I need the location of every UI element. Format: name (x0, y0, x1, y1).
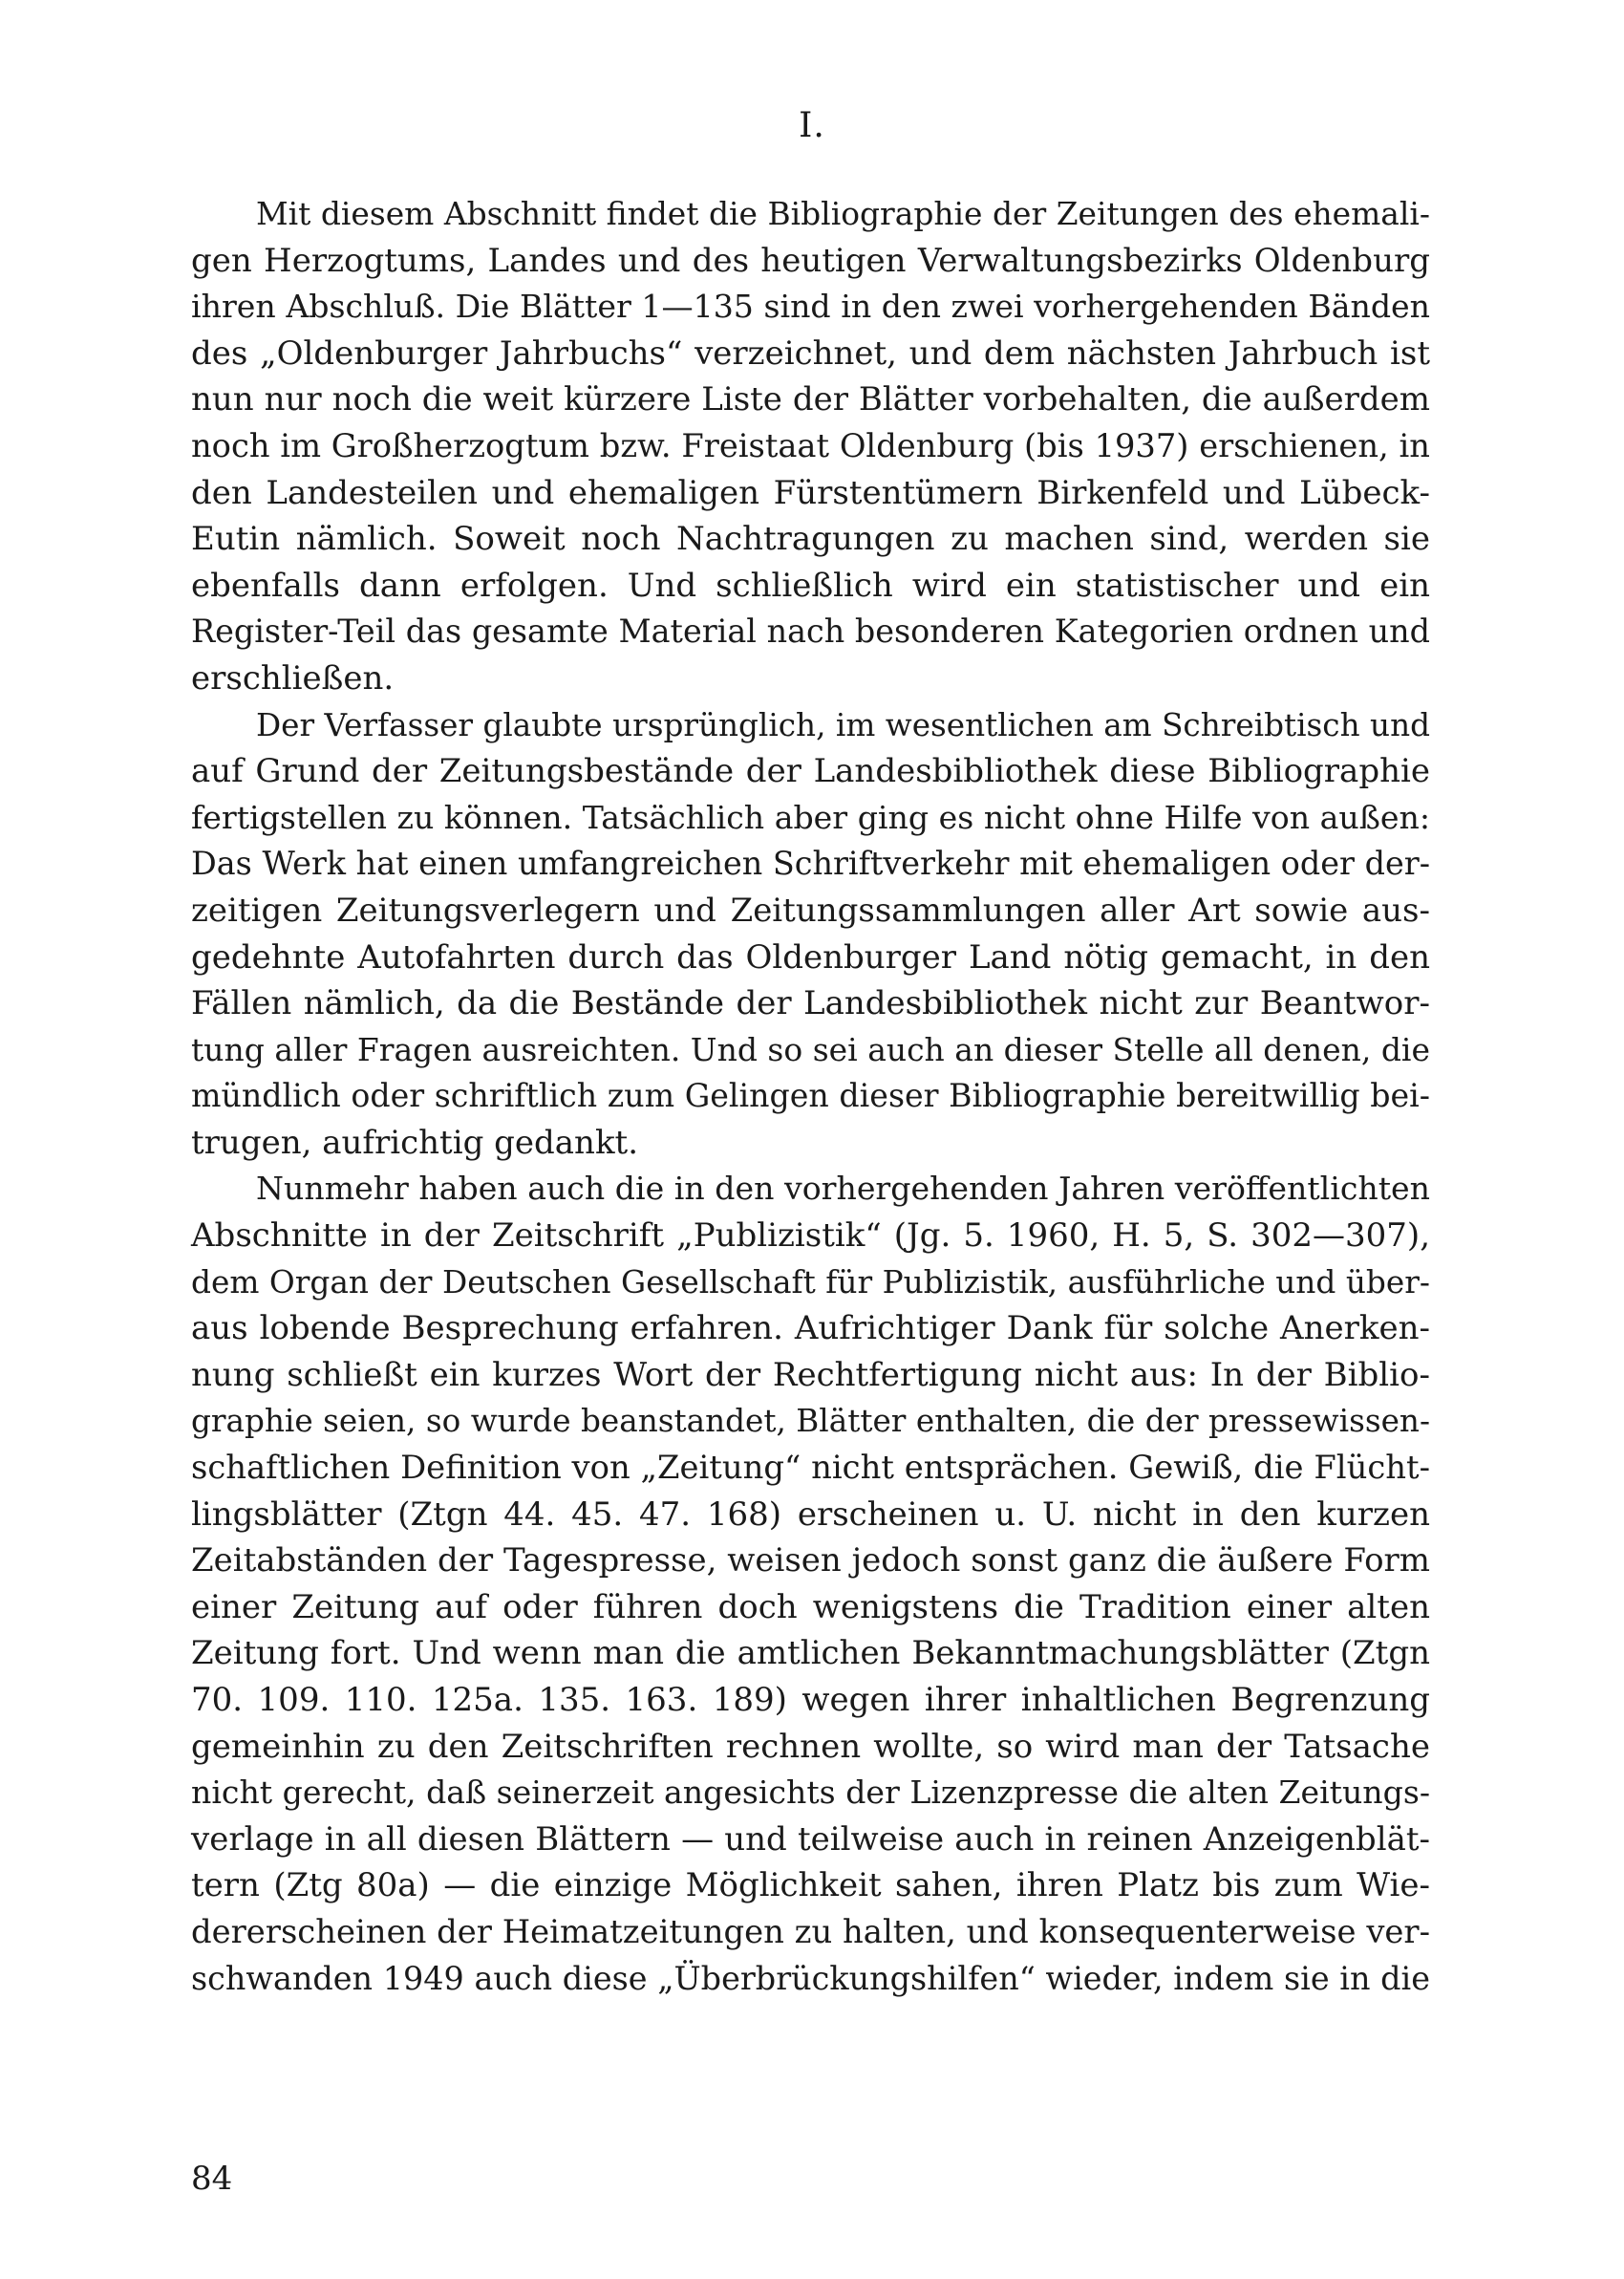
paragraph (191, 702, 1430, 1167)
text-line: verlage in all diesen Blättern — und teilweise auch in reinen Anzeigenblät- (191, 1819, 1430, 1859)
text-line: tung aller Fragen ausreichten. Und so sei auch an dieser Stelle all denen, die (191, 1030, 1430, 1068)
text-line: Zeitung fort. Und wenn man die amtlichen Bekanntmachungsblätter (Ztgn (191, 1634, 1430, 1673)
text-line: Abschnitte in der Zeitschrift „Publizistik“ (Jg. 5. 1960, H. 5, S. 302—307), (191, 1216, 1430, 1256)
text-line: gen Herzogtums, Landes und des heutigen Verwaltungsbezirks Oldenburg (191, 241, 1430, 280)
text-line: dererscheinen der Heimatzeitungen zu halten, und konsequenterweise ver- (191, 1912, 1430, 1950)
text-line: einer Zeitung auf oder führen doch wenigstens die Tradition einer alten (191, 1587, 1430, 1626)
text-line: des „Oldenburger Jahrbuchs“ verzeichnet, und dem nächsten Jahrbuch ist (191, 333, 1430, 373)
text-line: ihren Abschluß. Die Blätter 1—135 sind in den zwei vorhergehenden Bänden (191, 288, 1430, 326)
text-line: mündlich oder schriftlich zum Gelingen dieser Bibliographie bereitwillig bei- (191, 1077, 1430, 1115)
text-line: zeitigen Zeitungsverlegern und Zeitungssammlungen aller Art sowie aus- (191, 891, 1430, 930)
section-heading: I. (799, 106, 825, 145)
text-line: ebenfalls dann erfolgen. Und schließlich wird ein statistischer und ein (191, 566, 1430, 605)
text-line: 70. 109. 110. 125a. 135. 163. 189) wegen ihrer inhaltlichen Begrenzung (191, 1681, 1430, 1719)
text-line: auf Grund der Zeitungsbestände der Landesbibliothek diese Bibliographie (191, 752, 1430, 791)
text-line: trugen, aufrichtig gedankt. (191, 1123, 639, 1162)
text-line: fertigstellen zu können. Tatsächlich aber ging es nicht ohne Hilfe von außen: (191, 798, 1430, 836)
text-line: Eutin nämlich. Soweit noch Nachtragungen zu machen sind, werden sie (191, 520, 1430, 559)
text-line: graphie seien, so wurde beanstandet, Blätter enthalten, die der pressewissen- (191, 1403, 1430, 1440)
text-line: nung schließt ein kurzes Wort der Rechtfertigung nicht aus: In der Biblio- (191, 1355, 1430, 1394)
text-line: schaftlichen Definition von „Zeitung“ nicht entsprächen. Gewiß, die Flücht- (191, 1449, 1430, 1487)
text-line: Der Verfasser glaubte ursprünglich, im wesentlichen am Schreibtisch und (256, 706, 1430, 743)
paragraph (191, 1166, 1430, 2002)
text-line: Mit diesem Abschnitt findet die Bibliographie der Zeitungen des ehemali- (256, 195, 1430, 232)
text-line: gedehnte Autofahrten durch das Oldenburger Land nötig gemacht, in den (191, 937, 1430, 977)
text-line: nun nur noch die weit kürzere Liste der Blätter vorbehalten, die außerdem (191, 380, 1430, 419)
text-line: schwanden 1949 auch diese „Überbrückungshilfen“ wieder, indem sie in die (191, 1959, 1430, 1997)
text-line: lingsblätter (Ztgn 44. 45. 47. 168) erscheinen u. U. nicht in den kurzen (191, 1494, 1430, 1534)
text-line: den Landesteilen und ehemaligen Fürstentümern Birkenfeld und Lübeck- (191, 473, 1430, 512)
text-line: Fällen nämlich, da die Bestände der Landesbibliothek nicht zur Beantwor- (191, 984, 1430, 1023)
text-line: gemeinhin zu den Zeitschriften rechnen wollte, so wird man der Tatsache (191, 1727, 1430, 1766)
text-line: Zeitabständen der Tagespresse, weisen jedoch sonst ganz die äußere Form (191, 1541, 1430, 1580)
paragraph (191, 191, 1430, 702)
text-line: aus lobende Besprechung erfahren. Aufrichtiger Dank für solche Anerken- (191, 1309, 1430, 1348)
text-line: erschließen. (191, 658, 395, 698)
page-number: 84 (191, 2160, 233, 2198)
text-line: dem Organ der Deutschen Gesellschaft für Publizistik, ausführliche und über- (191, 1263, 1430, 1301)
text-line: tern (Ztg 80a) — die einzige Möglichkeit sahen, ihren Platz bis zum Wie- (191, 1866, 1430, 1905)
text-line: Register-Teil das gesamte Material nach besonderen Kategorien ordnen und (191, 613, 1430, 651)
text-line: nicht gerecht, daß seinerzeit angesichts der Lizenzpresse die alten Zeitungs- (191, 1774, 1430, 1812)
text-line: Das Werk hat einen umfangreichen Schriftverkehr mit ehemaligen oder der- (191, 845, 1430, 883)
text-line: Nunmehr haben auch die in den vorhergehenden Jahren veröffentlichten (256, 1170, 1430, 1208)
text-line: noch im Großherzogtum bzw. Freistaat Oldenburg (bis 1937) erschienen, in (191, 426, 1430, 464)
body-text (191, 191, 1430, 2002)
